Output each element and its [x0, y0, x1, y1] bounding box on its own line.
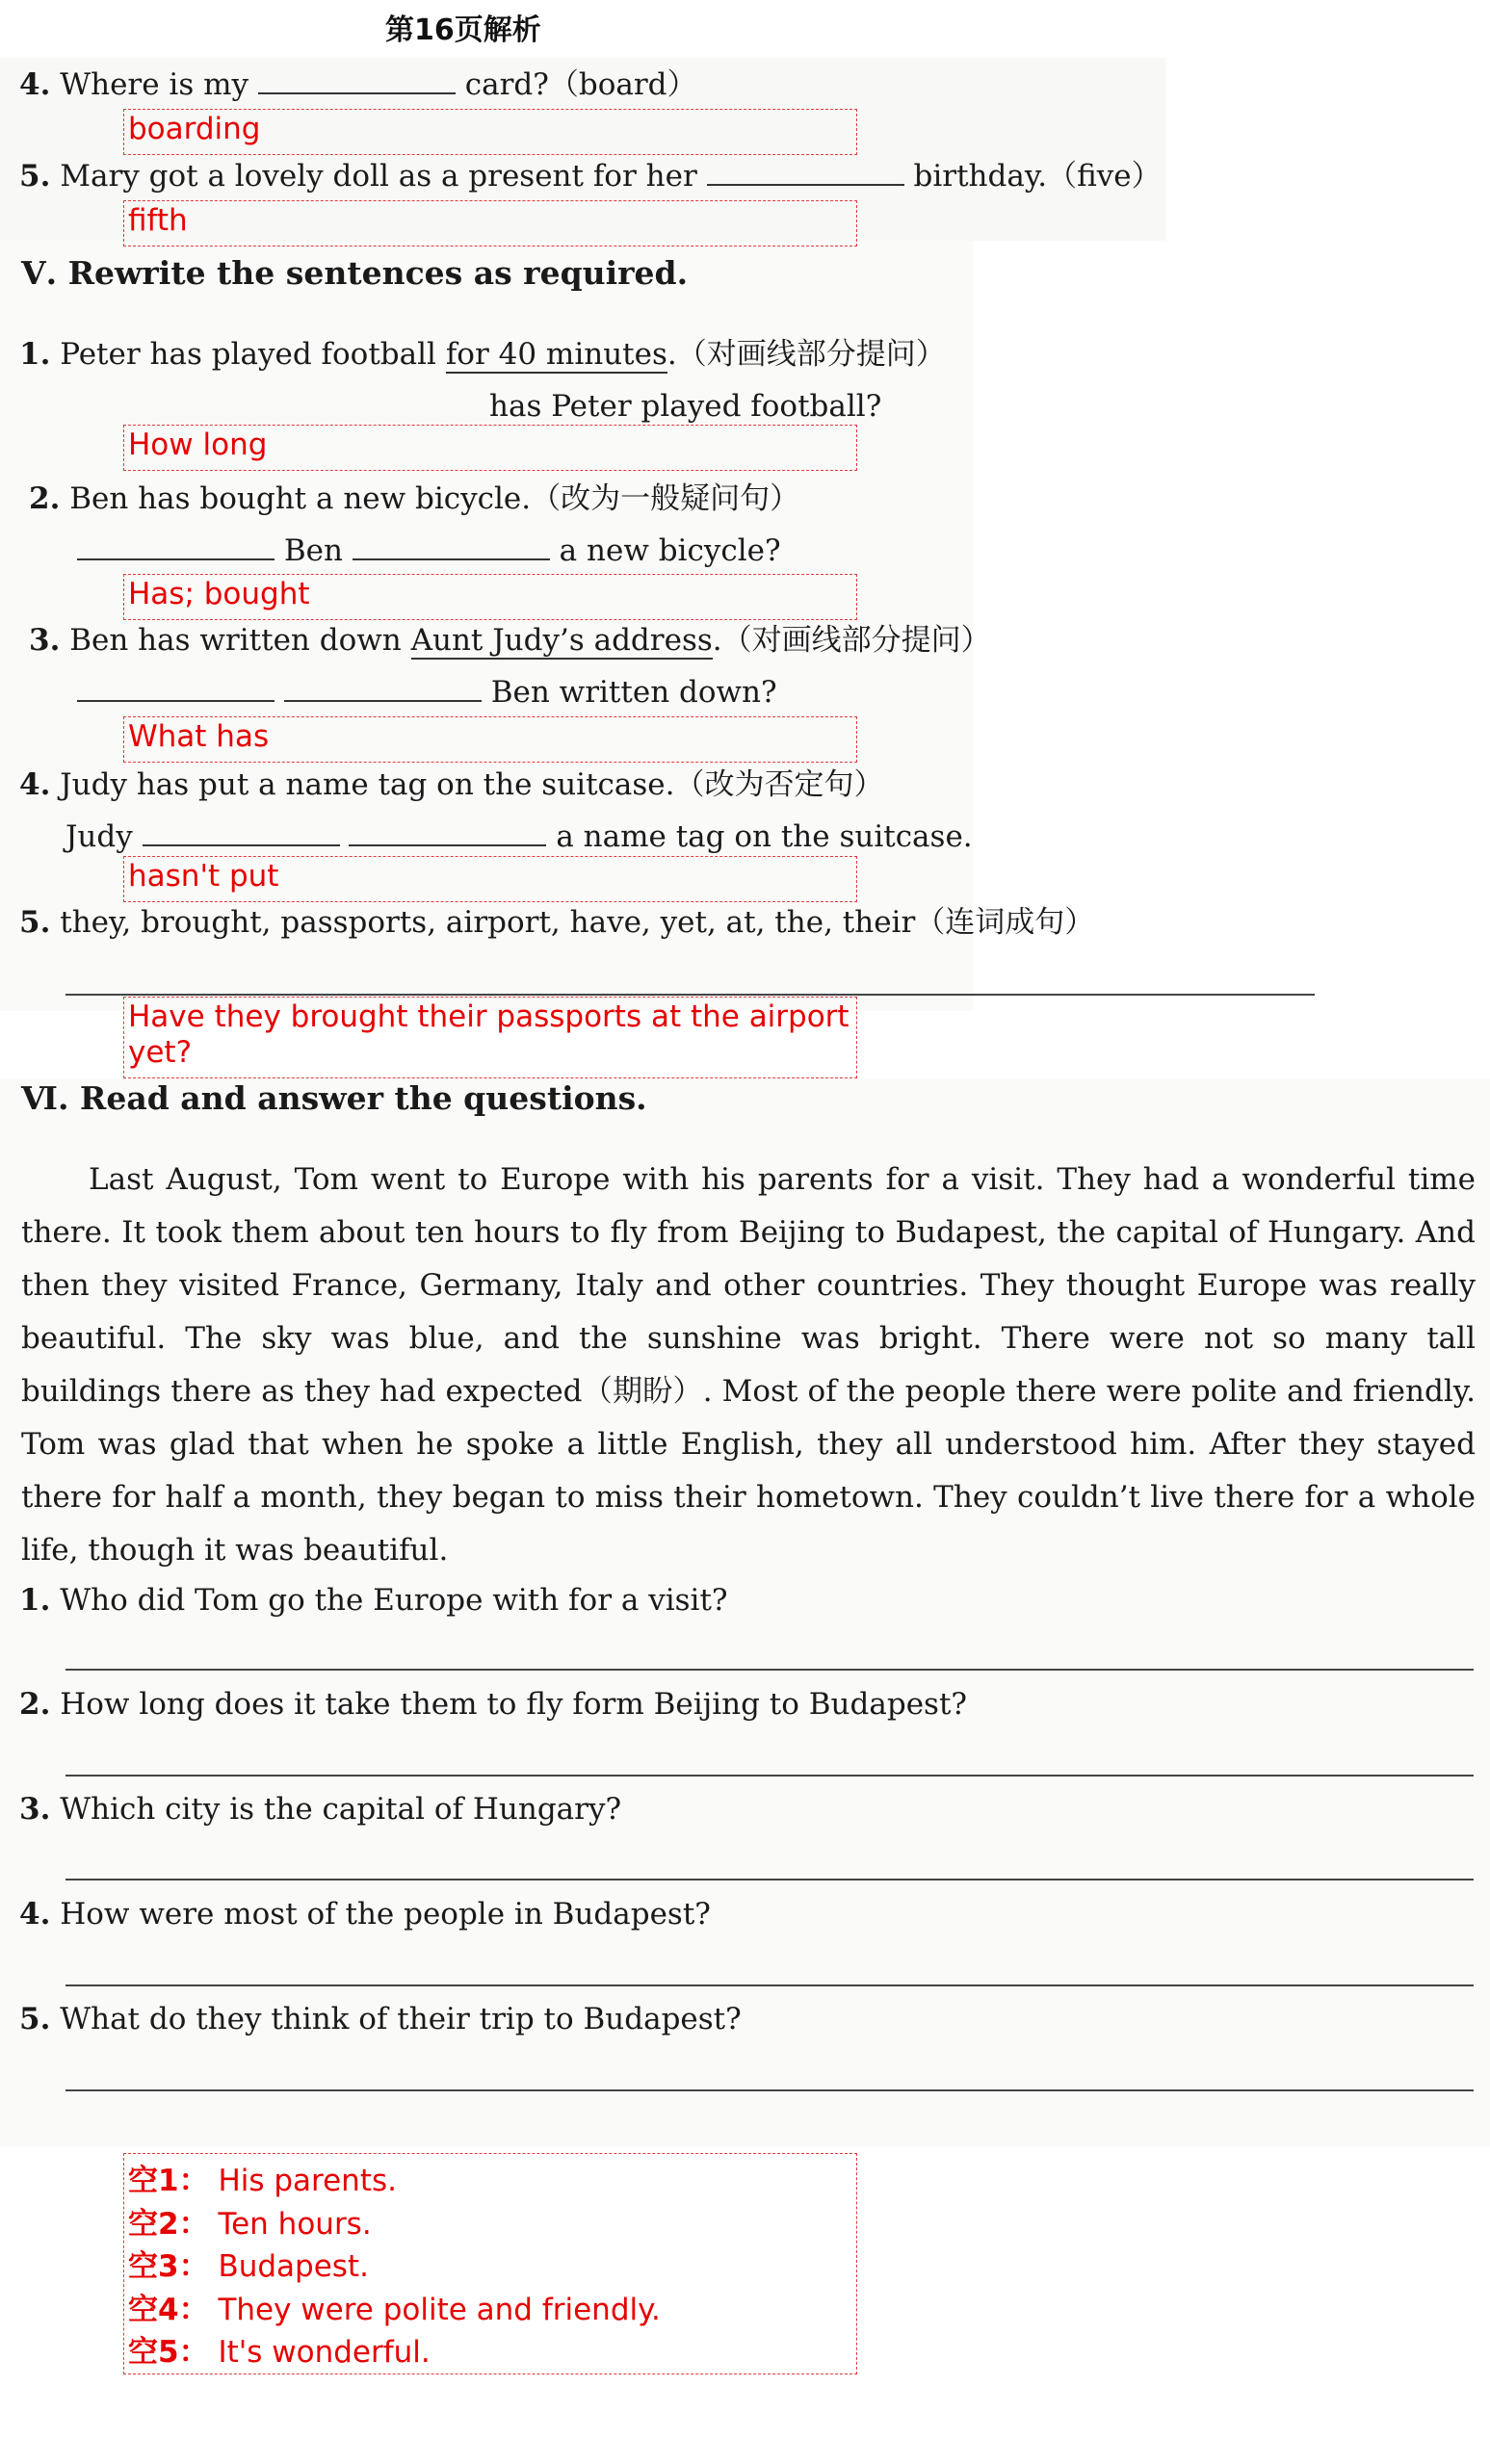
question-text: .（对画线部分提问）: [667, 337, 946, 372]
question-number: 3.: [19, 1792, 51, 1827]
question-text: .（对画线部分提问）: [712, 623, 991, 658]
question-text: birthday.（five）: [913, 159, 1162, 194]
answer-text: boarding: [128, 112, 261, 146]
answer-text: How long: [128, 428, 268, 462]
question-number: 4.: [19, 767, 51, 802]
underlined-phrase: for 40 minutes: [445, 337, 667, 372]
question-number: 5.: [19, 2002, 51, 2036]
question-text: Judy has put a name tag on the suitcase.（改为否定句）: [60, 767, 884, 802]
answer-item: 空1： His parents.: [128, 2164, 397, 2198]
answer-line-vi-2: [65, 1775, 1474, 1777]
answer-text: What has: [128, 719, 270, 754]
answer-item: 空4： They were polite and friendly.: [128, 2292, 661, 2327]
answer-item: 空2： Ten hours.: [128, 2206, 372, 2242]
question-text: Ben has written down: [69, 623, 402, 658]
answer-box-v-3: [123, 716, 857, 763]
question-vi-4: [19, 1895, 711, 1933]
reading-passage: Last August, Tom went to Europe with his parents for a visit. They had a wonderful time there. It took them about ten hours to fly from Beijing to Budapest, the capital of Hungary. And then they visited France, Germany, Italy and other countries. They thought Europe was really beautiful. The sky was blue, and the sunshine was bright. There were not so many tall buildings there as they had expected（期盼）. Most of the people there were polite and friendly. Tom was glad that when he spoke a little English, they all understood him. After they stayed there for half a month, they began to miss their hometown. They couldn’t live there for a whole life, though it was beautiful.: [21, 1162, 1477, 1568]
answer-line-v-5: [65, 994, 1315, 996]
question-v-5: [19, 903, 1094, 942]
question-v-4: [19, 765, 884, 804]
answer-line-vi-3: [65, 1879, 1474, 1880]
question-v-2-line2: Ben a new bicycle?: [77, 532, 781, 570]
question-v-3-line2: Ben written down?: [77, 673, 777, 712]
question-number: 2.: [19, 1687, 51, 1722]
answer-item: 空3： Budapest.: [128, 2249, 369, 2284]
blank-line: [77, 675, 274, 702]
question-iv-4: [19, 65, 697, 104]
question-number: 2.: [29, 481, 61, 516]
section-heading-v: Ⅴ. Rewrite the sentences as required.: [21, 254, 689, 292]
answer-text: fifth: [128, 203, 188, 238]
blank-line: [284, 675, 482, 702]
question-number: 1.: [19, 337, 51, 372]
answer-line-vi-4: [65, 1984, 1474, 1986]
question-vi-1: [19, 1581, 728, 1620]
question-v-2: [29, 480, 799, 518]
question-text: card?（board）: [464, 67, 697, 102]
question-text: they, brought, passports, airport, have, yet, at, the, their（连词成句）: [60, 905, 1095, 940]
question-text: Where is my: [60, 67, 249, 102]
answer-box-v-1: [123, 425, 857, 471]
blank-line: [353, 533, 550, 560]
answer-box-v-4: [123, 856, 857, 902]
page-title: 第16页解析: [385, 13, 541, 47]
question-v-3: [29, 621, 991, 660]
answer-text: Have they brought their passports at the airport yet?: [128, 999, 850, 1070]
blank-line: [143, 819, 340, 846]
blank-line: [77, 533, 274, 560]
question-v-1-line2: has Peter played football?: [489, 389, 882, 424]
blank-line: [707, 159, 904, 186]
question-text: Which city is the capital of Hungary?: [60, 1792, 622, 1827]
question-text: What do they think of their trip to Budapest?: [60, 2002, 742, 2036]
question-text: Mary got a lovely doll as a present for her: [60, 159, 697, 194]
section-heading-vi: Ⅵ. Read and answer the questions.: [21, 1079, 647, 1117]
answer-box-iv-5: [123, 200, 857, 246]
answer-box-v-5: [123, 997, 857, 1078]
question-text: How long does it take them to fly form Beijing to Budapest?: [60, 1687, 968, 1722]
question-number: 4.: [19, 67, 51, 102]
question-vi-2: [19, 1685, 967, 1724]
question-vi-5: [19, 2000, 742, 2038]
answer-box-vi: [123, 2153, 857, 2374]
question-number: 1.: [19, 1583, 51, 1618]
question-text: Peter has played football: [60, 337, 436, 372]
answer-box-v-2: [123, 574, 857, 620]
question-v-1: [19, 335, 946, 374]
answer-text: Has; bought: [128, 577, 310, 611]
blank-line: [258, 67, 456, 94]
answer-box-iv-4: [123, 109, 857, 155]
question-v-4-line2: Judy a name tag on the suitcase.: [65, 819, 973, 854]
answer-line-vi-1: [65, 1669, 1474, 1671]
question-text: How were most of the people in Budapest?: [60, 1897, 711, 1932]
blank-line: [349, 819, 546, 846]
question-text: Ben has bought a new bicycle.（改为一般疑问句）: [69, 481, 800, 516]
question-iv-5: [19, 157, 1162, 195]
answer-item: 空5： It's wonderful.: [128, 2335, 431, 2370]
question-vi-3: [19, 1790, 621, 1829]
question-text: Who did Tom go the Europe with for a visit?: [60, 1583, 728, 1618]
underlined-phrase: Aunt Judy’s address: [410, 623, 713, 658]
question-number: 3.: [29, 623, 61, 658]
answer-text: hasn't put: [128, 859, 279, 894]
question-number: 5.: [19, 159, 51, 194]
answer-line-vi-5: [65, 2089, 1474, 2091]
question-number: 5.: [19, 905, 51, 940]
question-number: 4.: [19, 1897, 51, 1932]
